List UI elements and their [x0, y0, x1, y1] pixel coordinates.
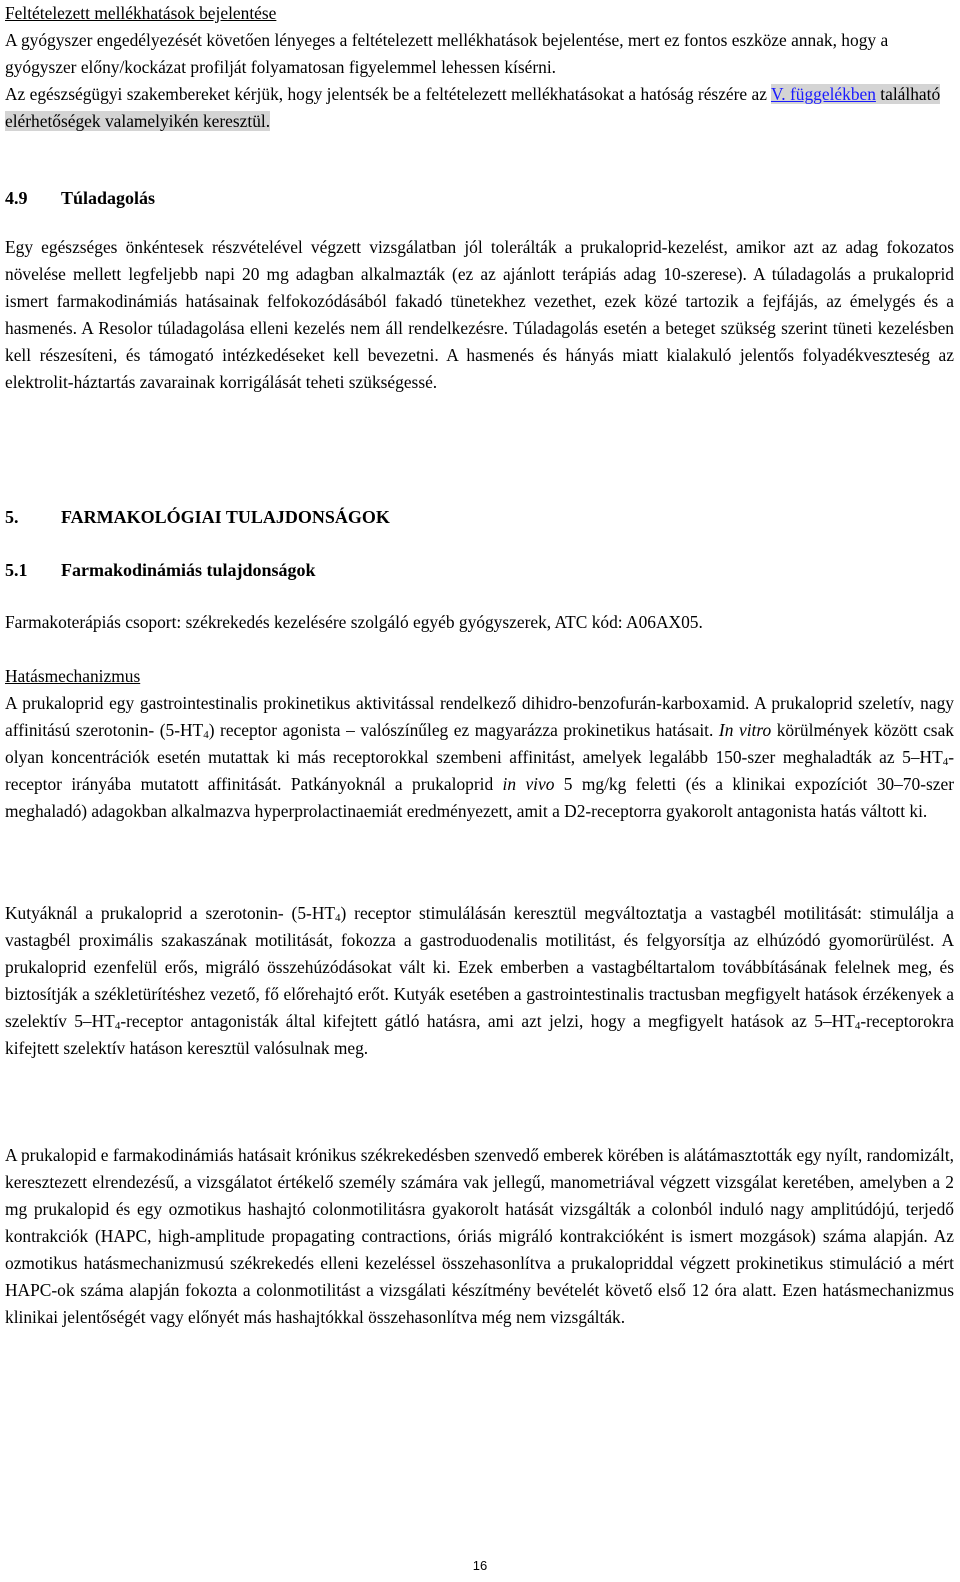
pharmacotherapeutic-group: Farmakoterápiás csoport: székrekedés kezelésére szolgáló egyéb gyógyszerek, ATC kód: A06AX05. — [5, 612, 703, 632]
mech-text-b: ) receptor agonista – valószínűleg ez magyarázza prokinetikus hatásait. — [208, 720, 719, 740]
ht4-subscript: 4 — [942, 756, 949, 768]
ht4-subscript: 4 — [335, 912, 341, 924]
section-5-title: FARMAKOLÓGIAI TULAJDONSÁGOK — [61, 507, 390, 527]
overdose-paragraph: Egy egészséges önkéntesek részvételével végzett vizsgálatban jól tolerálták a prukaloprid-kezelést, amikor azt az adag fokozatos növelése mellett legfeljebb napi 20 mg adagban alkalmazták (ez az ajánlott terápiás adag 10-szerese). A túladagolás a prukaloprid ismert farmakodinámiás hatásainak felfokozódásából fakadó tünetekhez vezethet, ezek közé tartozik a fejfájás, az émelygés és a hasmenés. A Resolor túladagolása elleni kezelés nem áll rendelkezésre. Túladagolás esetén a beteget szükség szerint tüneti kezelésben kell részesíteni, és támogató intézkedéseket kell bevezetni. A hasmenés és hányás miatt kialakuló jelentős folyadékveszteség az elektrolit-háztartás zavarainak korrigálását teheti szükségessé. — [5, 237, 954, 392]
dog-text-d: -receptorokra kifejtett szelektív hatáson keresztül valósulnak meg. — [5, 1011, 954, 1058]
section-4-9-number: 4.9 — [5, 188, 28, 208]
dog-study-paragraph — [5, 900, 954, 1062]
reporting-paragraph-1: A gyógyszer engedélyezését követően lényeges a feltételezett mellékhatások bejelentése, mert ez fontos eszköze annak, hogy a gyógyszer előny/kockázat profilját folyamatosan figyelemmel lehessen kísérni. — [5, 30, 889, 77]
dog-text-b: ) receptor stimulálásán keresztül megváltoztatja a vastagbél motilitását: stimulálja a vastagbél proximális szakaszának motilitását, fokozza a gastroduodenalis motilitást, és felgyorsítja az elhúzódó gyomorürülést. A prukaloprid ezenfelül erős, migráló összehúzódásokat vált ki. Ezek emberben a vastagbéltartalom továbbításának felelnek meg, és biztosítják a székletürítéshez vezető, fő előrehajtó erőt. Kutyák esetében a gastrointestinalis tractusban megfigyelt hatások érzékenyek a szelektív 5–HT — [5, 903, 954, 1031]
section-5-1-number: 5.1 — [5, 560, 28, 580]
ht4-subscript: 4 — [203, 729, 209, 741]
in-vitro-term: In vitro — [718, 720, 772, 740]
ht4-subscript: 4 — [114, 1020, 121, 1032]
section-4-9-title: Túladagolás — [61, 188, 156, 208]
section-4-9-heading — [5, 185, 155, 212]
reporting-p2-rest: található elérhetőségek valamelyikén keresztül. — [5, 84, 941, 131]
section-5-heading — [5, 504, 390, 531]
mechanism-heading: Hatásmechanizmus — [5, 666, 141, 686]
reporting-title: Feltételezett mellékhatások bejelentése — [5, 3, 277, 23]
mech-text-d: -receptor irányába mutatott affinitását. Patkányoknál a prukaloprid — [5, 747, 954, 794]
section-5-1-heading — [5, 557, 316, 584]
mech-text-e: 5 mg/kg feletti (és a klinikai expozíciót 30–70-szer meghaladó) adagokban alkalmazva hyperprolactinaemiát eredményezett, amit a D2-receptorra gyakorolt antagonista hatás váltott ki. — [5, 774, 954, 821]
dog-text-a: Kutyáknál a prukaloprid a szerotonin- (5-HT — [5, 903, 335, 923]
adverse-reporting-block — [5, 0, 954, 135]
reporting-paragraph-2 — [5, 81, 954, 135]
section-5-number: 5. — [5, 507, 19, 527]
mech-text-a: A prukaloprid egy gastrointestinalis prokinetikus aktivitással rendelkező dihidro-benzofurán-karboxamid. A prukaloprid szeletív, nagy affinitású szerotonin- (5-HT — [5, 693, 954, 740]
mechanism-block — [5, 663, 954, 825]
mech-text-c: körülmények között csak olyan koncentrációk esetén mutattak ki más receptorokkal szembeni affinitást, amelyek legalább 150-szer meghaladták az 5–HT — [5, 720, 954, 767]
reporting-p2-start: Az egészségügyi szakembereket kérjük, hogy jelentsék be a feltételezett mellékhatásokat a hatóság részére az — [5, 84, 771, 104]
appendix-v-link[interactable]: V. függelékben — [770, 84, 876, 104]
dog-text-c: -receptor antagonisták által kifejtett gátló hatásra, ami azt jelzi, hogy a megfigyelt hatások az 5–HT — [120, 1011, 855, 1031]
page-number: 16 — [472, 1558, 488, 1573]
ht4-subscript: 4 — [854, 1020, 861, 1032]
in-vivo-term: in vivo — [502, 774, 555, 794]
mechanism-paragraph — [5, 690, 954, 825]
human-study-paragraph: A prukalopid e farmakodinámiás hatásait krónikus székrekedésben szenvedő emberek körében is alátámasztották egy nyílt, randomizált, keresztezett elrendezésű, a vizsgálatot értékelő személy számára vak jellegű, manometriával végzett vizsgálat keretében, amelyben a 2 mg prukalopid és egy ozmotikus hashajtó colonmotilitásra gyakorolt hatását vizsgálták a colonból induló nagy amplitúdójú, terjedő kontrakciók (HAPC, high-amplitude propagating contractions, óriás migráló kontrakcióként is ismert mozgások) száma alapján. Az ozmotikus hatásmechanizmusú székrekedés elleni kezeléssel összehasonlítva a prukalopriddal végzett prokinetikus stimuláció a mért HAPC-ok száma alapján fokozta a colonmotilitást a vizsgálati készítmény bevételét követő első 12 óra alatt. Ezen hatásmechanizmus klinikai jelentőségét vagy előnyét más hashajtókkal összehasonlítva még nem vizsgálták. — [5, 1145, 954, 1327]
section-5-1-title: Farmakodinámiás tulajdonságok — [61, 560, 316, 580]
